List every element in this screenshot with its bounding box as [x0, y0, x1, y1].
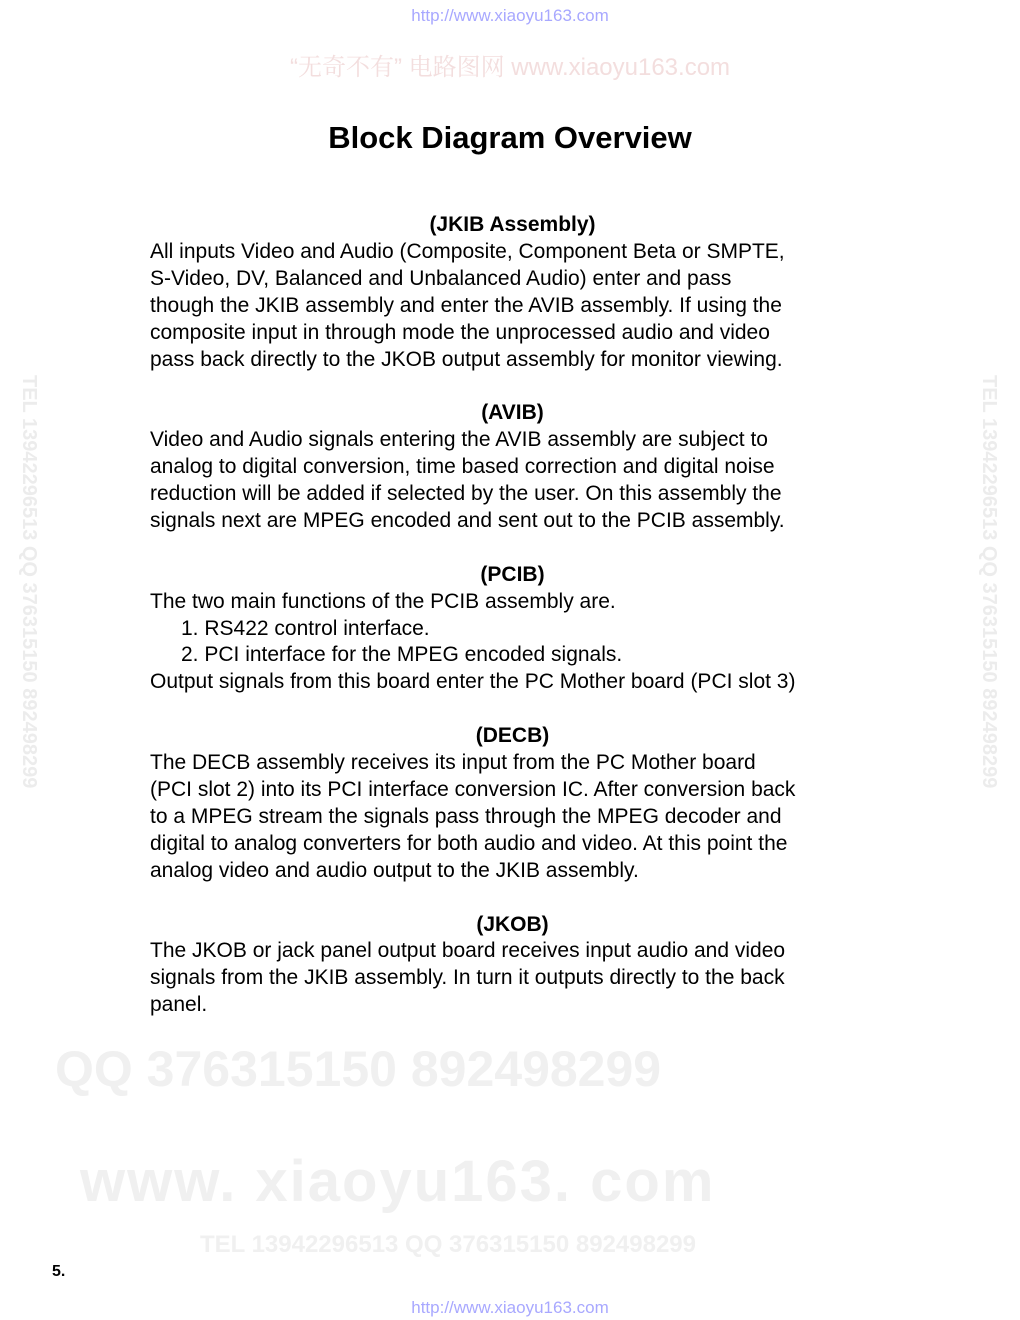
- paragraph-line: composite input in through mode the unprocessed audio and video: [150, 320, 770, 344]
- watermark-diagonal: “无奇不有” 电路图网 www.xiaoyu163.com: [289, 54, 731, 81]
- list-item: 2. PCI interface for the MPEG encoded signals.: [181, 643, 623, 667]
- header-url[interactable]: http://www.xiaoyu163.com: [411, 6, 609, 25]
- list-item: 1. RS422 control interface.: [181, 616, 430, 640]
- section-heading: (PCIB): [480, 562, 545, 586]
- paragraph-line: panel.: [150, 993, 208, 1017]
- paragraph-line: signals next are MPEG encoded and sent out to the PCIB assembly.: [150, 508, 785, 532]
- paragraph-line: Video and Audio signals entering the AVIB assembly are subject to: [150, 428, 768, 452]
- watermark-tel: TEL 13942296513 QQ 376315150 892498299: [200, 1231, 696, 1258]
- watermark-site: www. xiaoyu163. com: [80, 1149, 716, 1214]
- paragraph-line: analog to digital conversion, time based correction and digital noise: [150, 455, 775, 479]
- page-title: Block Diagram Overview: [328, 120, 692, 155]
- section-decb: [150, 723, 890, 884]
- watermark-vertical-left: TEL 13942296513 QQ 376315150 892498299: [18, 375, 40, 789]
- section-avib: [150, 400, 890, 535]
- paragraph-line: though the JKIB assembly and enter the AVIB assembly. If using the: [150, 293, 782, 317]
- paragraph-line: Output signals from this board enter the PC Mother board (PCI slot 3): [150, 670, 796, 694]
- section-jkib: [150, 212, 890, 373]
- paragraph-line: signals from the JKIB assembly. In turn it outputs directly to the back: [150, 966, 785, 990]
- paragraph-line: S-Video, DV, Balanced and Unbalanced Audio) enter and pass: [150, 266, 732, 290]
- paragraph-line: analog video and audio output to the JKIB assembly.: [150, 858, 639, 882]
- paragraph-line: pass back directly to the JKOB output assembly for monitor viewing.: [150, 347, 783, 371]
- section-heading: (JKOB): [476, 912, 549, 936]
- paragraph-line: The DECB assembly receives its input from the PC Mother board: [150, 751, 756, 775]
- section-jkob: [150, 912, 890, 1020]
- paragraph-line: The two main functions of the PCIB assembly are.: [150, 589, 616, 613]
- section-heading: (DECB): [475, 724, 550, 748]
- watermark-qq: QQ 376315150 892498299: [55, 1041, 662, 1097]
- paragraph-line: (PCI slot 2) into its PCI interface conversion IC. After conversion back: [150, 777, 796, 801]
- paragraph-line: to a MPEG stream the signals pass through the MPEG decoder and: [150, 804, 782, 828]
- paragraph-line: All inputs Video and Audio (Composite, Component Beta or SMPTE,: [150, 239, 785, 263]
- section-heading: (AVIB): [481, 401, 544, 425]
- paragraph-line: digital to analog converters for both audio and video. At this point the: [150, 831, 788, 855]
- section-heading: (JKIB Assembly): [429, 213, 596, 236]
- page-number: 5.: [52, 1263, 66, 1280]
- watermark-vertical-right: TEL 13942296513 QQ 376315150 892498299: [978, 375, 1000, 789]
- section-pcib: [150, 562, 890, 697]
- footer-url[interactable]: http://www.xiaoyu163.com: [411, 1298, 609, 1317]
- paragraph-line: reduction will be added if selected by the user. On this assembly the: [150, 482, 782, 506]
- document-body: [150, 212, 890, 1046]
- paragraph-line: The JKOB or jack panel output board receives input audio and video: [150, 939, 786, 963]
